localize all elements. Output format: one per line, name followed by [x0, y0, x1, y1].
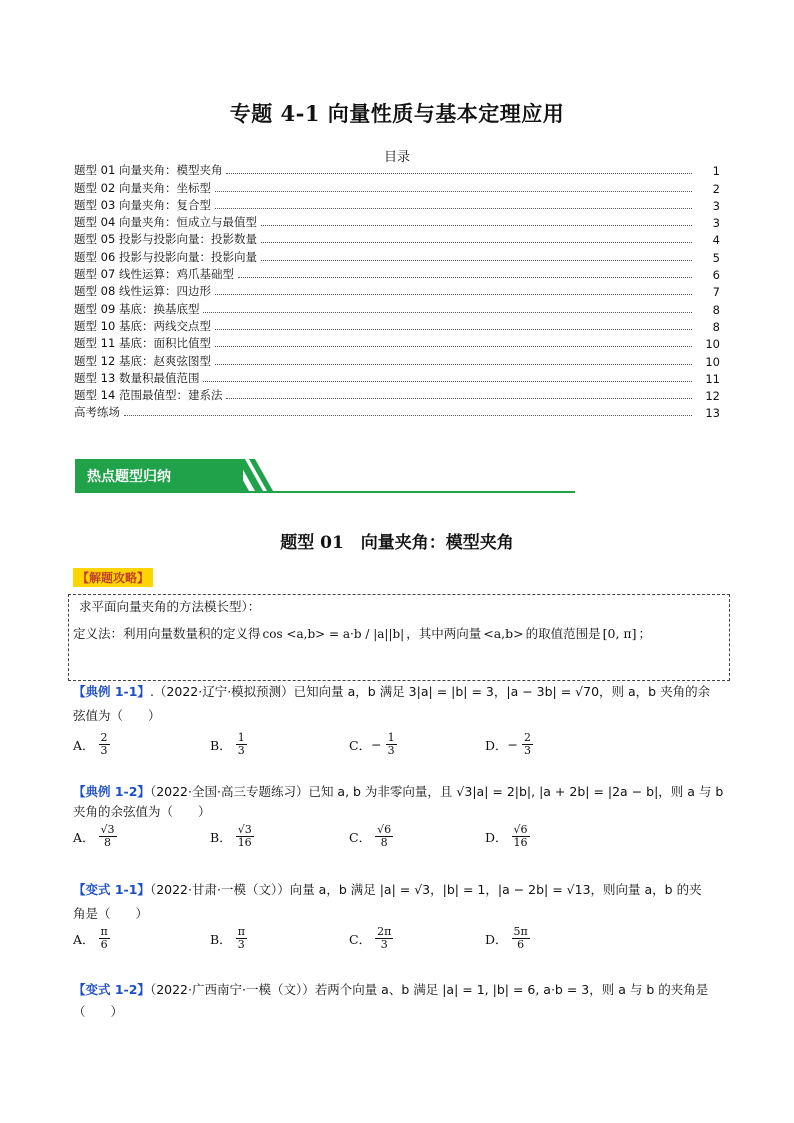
problem-tag: 【典例 1-2】 [73, 784, 150, 799]
problem-tag: 【典例 1-1】 [73, 684, 150, 699]
option-c[interactable]: C． $\frac{2\pi}{3}$ [349, 925, 392, 952]
toc-entry[interactable]: 题型 12 基底：赵爽弦图型 10 [74, 353, 720, 369]
toc-entry[interactable]: 题型 04 向量夹角：恒成立与最值型 3 [74, 215, 720, 231]
toc-entry[interactable]: 题型 01 向量夹角：模型夹角 1 [74, 163, 720, 179]
problem-1-2-options [73, 824, 733, 860]
option-a[interactable]: A． $\frac{\pi}{6}$ [73, 925, 108, 952]
toc-heading: 目录 [383, 150, 410, 165]
problem-1-1-options [73, 732, 733, 766]
toc-entry[interactable]: 题型 06 投影与投影向量：投影向量 5 [74, 249, 720, 265]
strategy-line-2 [73, 625, 651, 644]
banner-stripes-icon [215, 459, 275, 491]
strategy-text-b: ，其中两向量 [406, 626, 482, 641]
strategy-text-c: 的取值范围是 [525, 626, 601, 641]
strategy-label: 【解题攻略】 [73, 568, 153, 587]
problem-tag: 【变式 1-1】 [73, 882, 150, 897]
problem-tag: 【变式 1-2】 [73, 982, 150, 997]
toc-entry[interactable]: 题型 09 基底：换基底型 8 [74, 301, 720, 317]
option-b[interactable]: B． $\frac{1}{3}$ [210, 731, 245, 758]
option-c[interactable]: C． $\frac{√6}{8}$ [349, 823, 392, 850]
toc-entry[interactable]: 题型 10 基底：两线交点型 8 [74, 318, 720, 334]
angle-range: [0, π] [602, 626, 637, 641]
table-of-contents [74, 161, 720, 420]
option-b[interactable]: B． $\frac{\pi}{3}$ [210, 925, 245, 952]
option-b[interactable]: B． $\frac{√3}{16}$ [210, 823, 252, 850]
problem-text: （2022·甘肃·一模（文））向量 a，b 满足 |a| = √3，|b| = 1，|a − 2b| = √13，则向量 a，b 的夹 [149, 882, 702, 897]
toc-entry[interactable]: 题型 02 向量夹角：坐标型 2 [74, 180, 720, 196]
option-a[interactable]: A． $\frac{√3}{8}$ [73, 823, 115, 850]
problem-text: （2022·广西南宁·一模（文））若两个向量 a、b 满足 |a| = 1, |b| = 6, a·b = 3，则 a 与 b 的夹角是 [149, 982, 709, 997]
option-d[interactable]: D． − $\frac{2}{3}$ [485, 731, 532, 758]
toc-entry[interactable]: 题型 07 线性运算：鸡爪基础型 6 [74, 267, 720, 283]
problem-text: .（2022·辽宁·模拟预测）已知向量 a，b 满足 3|a| = |b| = 3，|a − 3b| = √70，则 a，b 夹角的余 [149, 684, 711, 699]
document-title: 专题 4-1 向量性质与基本定理应用 [229, 101, 565, 126]
toc-entry[interactable]: 题型 14 范围最值型：建系法 12 [74, 388, 720, 404]
variant-1-2-line-1 [73, 981, 733, 1000]
option-d[interactable]: D． $\frac{√6}{16}$ [485, 823, 528, 850]
toc-entry[interactable]: 题型 05 投影与投影向量：投影数量 4 [74, 232, 720, 248]
problem-1-2-line-1 [73, 783, 733, 802]
toc-entry[interactable]: 高考练场 13 [74, 405, 720, 421]
toc-entry[interactable]: 题型 08 线性运算：四边形 7 [74, 284, 720, 300]
variant-1-1-options [73, 926, 733, 960]
strategy-text-a: 定义法：利用向量数量积的定义得 [73, 626, 261, 641]
option-d[interactable]: D． $\frac{5\pi}{6}$ [485, 925, 528, 952]
variant-1-2-line-2: （ ） [73, 1004, 124, 1019]
toc-entry[interactable]: 题型 13 数量积最值范围 11 [74, 370, 720, 386]
toc-entry[interactable]: 题型 11 基底：面积比值型 10 [74, 336, 720, 352]
banner-label: 热点题型归纳 [87, 469, 171, 485]
section-banner [75, 459, 575, 493]
strategy-text-d: ； [638, 626, 652, 641]
variant-1-1-line-2: 角是（ ） [73, 906, 149, 921]
option-c[interactable]: C． − $\frac{1}{3}$ [349, 731, 395, 758]
problem-1-2-line-2: 夹角的余弦值为（ ） [73, 804, 211, 819]
problem-1-1-line-1 [73, 683, 733, 702]
strategy-line-1: 求平面向量夹角的方法模长型）： [79, 599, 261, 614]
cos-formula: cos <a,b> = a·b / |a||b| [262, 627, 405, 642]
problem-1-1-line-2: 弦值为（ ） [73, 708, 161, 723]
banner-rule [75, 491, 575, 493]
section-title: 题型 01 向量夹角：模型夹角 [280, 533, 514, 553]
angle-notation: <a,b> [483, 626, 524, 641]
strategy-box [68, 594, 730, 681]
variant-1-1-line-1 [73, 881, 733, 900]
toc-entry[interactable]: 题型 03 向量夹角：复合型 3 [74, 197, 720, 213]
problem-text: （2022·全国·高三专题练习）已知 a, b 为非零向量，且 √3|a| = 2|b|, |a + 2b| = |2a − b|，则 a 与 b [149, 784, 724, 799]
option-a[interactable]: A． $\frac{2}{3}$ [73, 731, 108, 758]
